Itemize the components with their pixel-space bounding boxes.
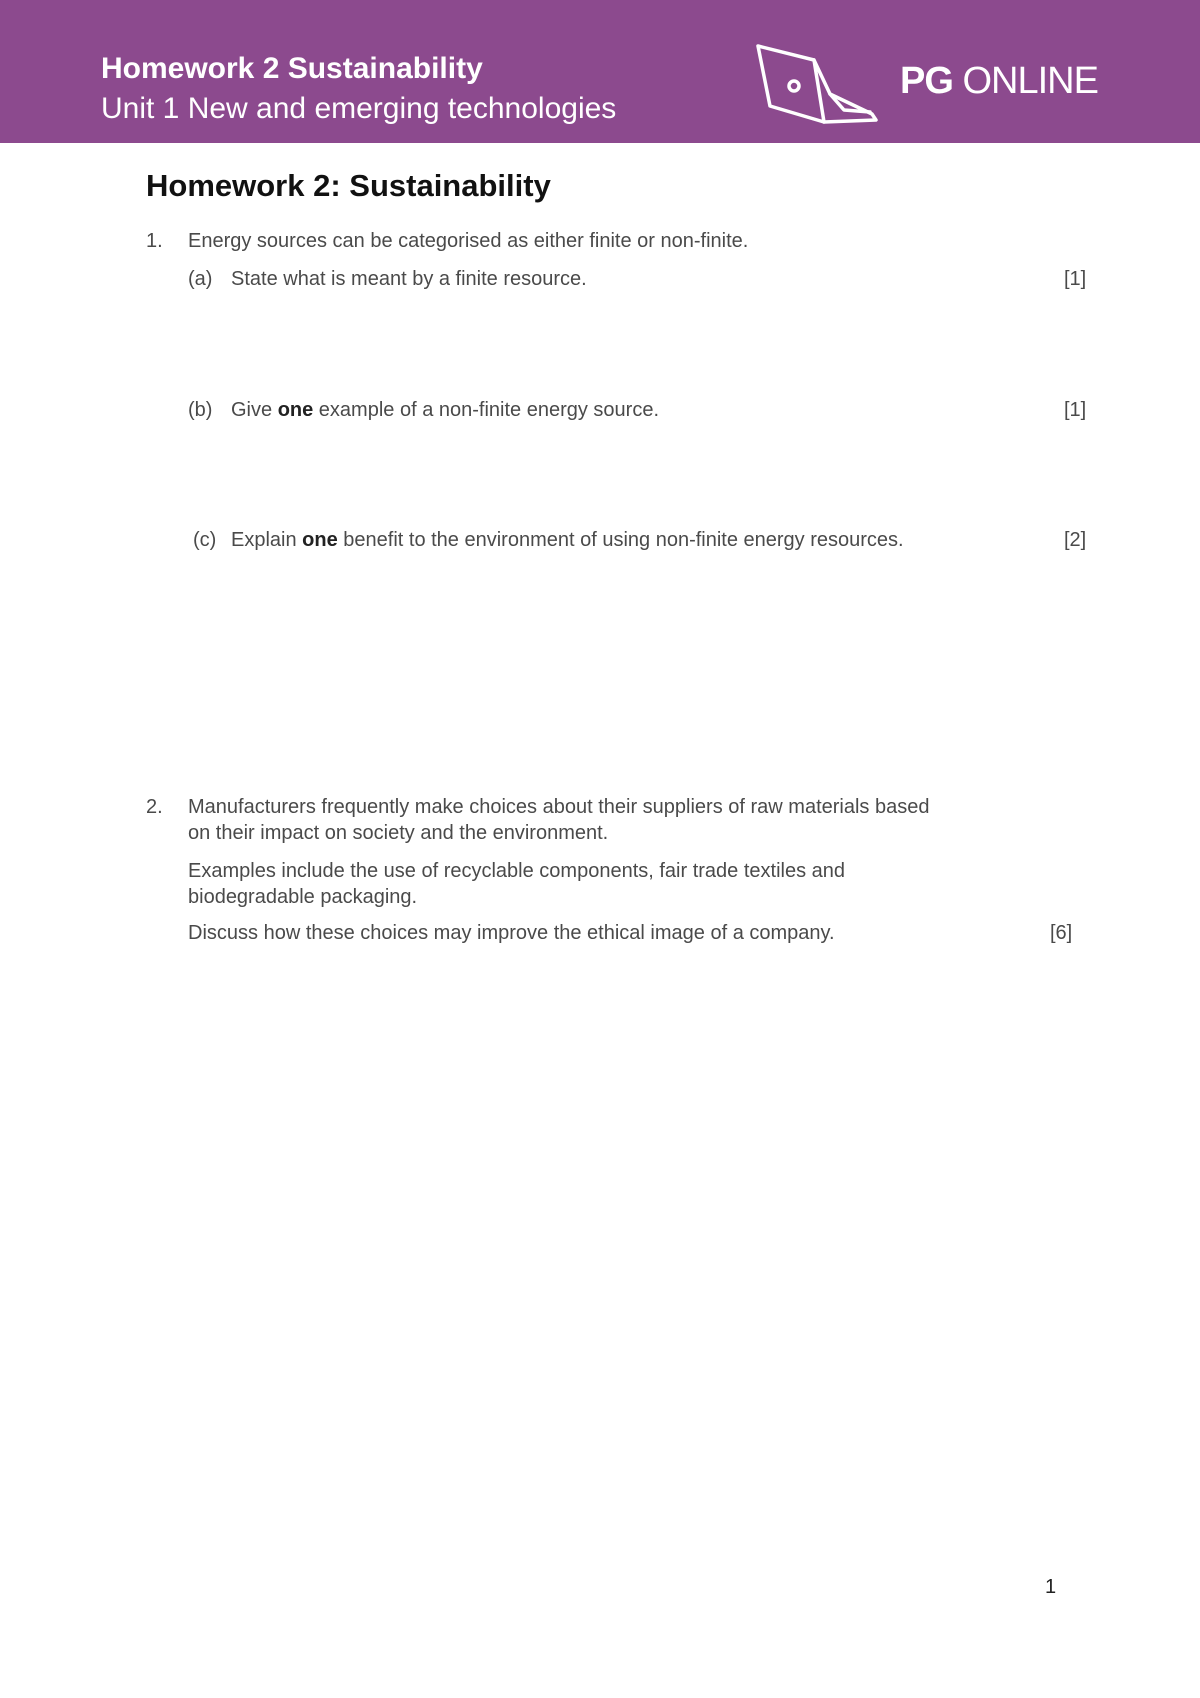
page-number: 1 (1045, 1576, 1057, 1598)
logo-text-regular: ONLINE (962, 60, 1098, 102)
q2-line-2: on their impact on society and the environment. (188, 822, 609, 844)
q2-line-1: Manufacturers frequently make choices about their suppliers of raw materials based (188, 796, 930, 818)
q1b-label: (b) (188, 399, 213, 421)
q2-line-3: Examples include the use of recyclable components, fair trade textiles and (188, 860, 846, 882)
logo-text-bold: PG (900, 60, 953, 102)
logo-text (900, 60, 1098, 103)
q1b-text-bold: one (277, 399, 314, 421)
q1a-marks: [1] (1064, 268, 1087, 290)
q1-stem: Energy sources can be categorised as either finite or non-finite. (188, 230, 749, 252)
header-title: Homework 2 Sustainability (101, 52, 483, 85)
q2-line-5: Discuss how these choices may improve the ethical image of a company. (188, 922, 835, 944)
q2-number: 2. (146, 796, 163, 818)
q1-number: 1. (146, 230, 163, 252)
q1a-label: (a) (188, 268, 213, 290)
pg-online-logo (752, 40, 1098, 130)
q1c-text (231, 527, 904, 553)
q1a-text: State what is meant by a finite resource. (231, 268, 587, 290)
laptop-icon (752, 40, 892, 130)
q1c-marks: [2] (1064, 529, 1087, 551)
q1c-text-post: benefit to the environment of using non-finite energy resources. (337, 529, 904, 551)
q2-line-4: biodegradable packaging. (188, 886, 418, 908)
q1b-marks: [1] (1064, 399, 1087, 421)
q1b-text (231, 397, 659, 423)
q1c-text-bold: one (302, 529, 338, 551)
q2-marks: [6] (1050, 922, 1073, 944)
q1c-text-pre: Explain (231, 529, 303, 551)
q1c-label: (c) (193, 529, 217, 551)
q1b-text-pre: Give (231, 399, 278, 421)
q1b-text-post: example of a non-finite energy source. (313, 399, 660, 421)
header-banner (0, 0, 1200, 143)
page-title: Homework 2: Sustainability (146, 168, 551, 203)
header-subtitle: Unit 1 New and emerging technologies (101, 92, 617, 125)
